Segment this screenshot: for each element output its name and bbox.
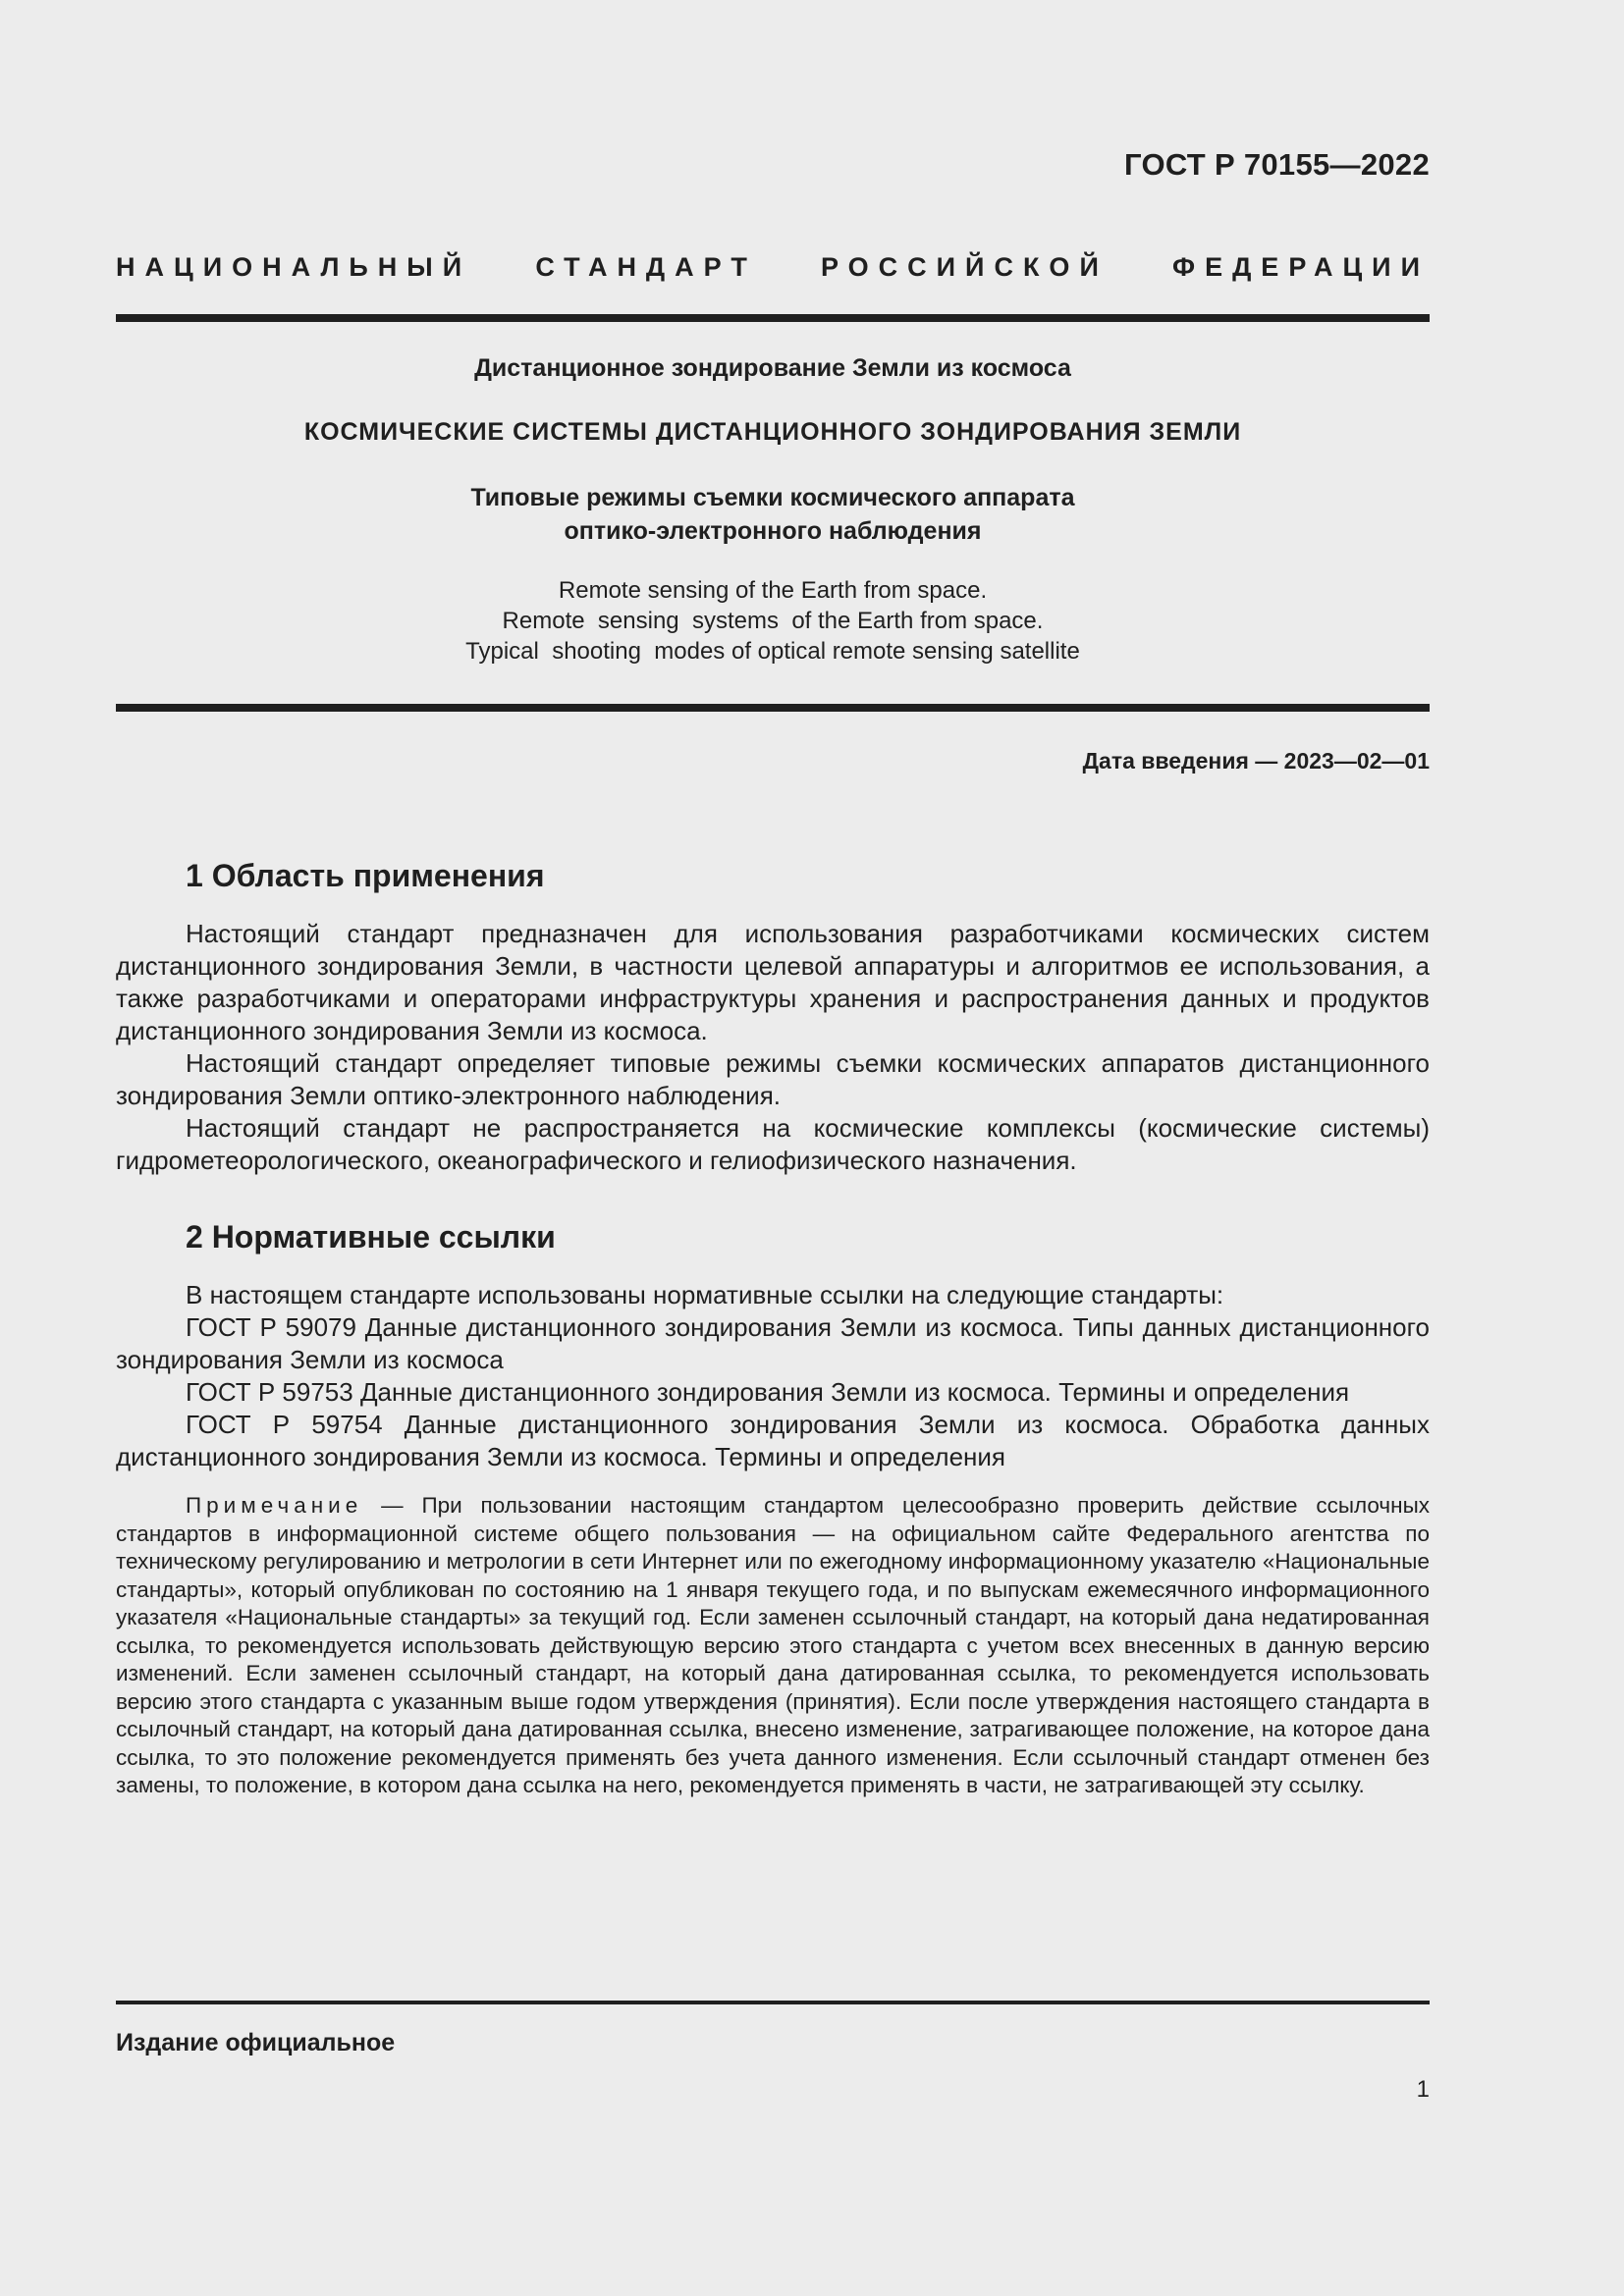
section-1-paragraph-1: Настоящий стандарт предназначен для использования разработчиками космических систем дистанционного зондирования Земли, в частности целевой аппаратуры и алгоритмов ее использования, а также разработчиками и операторами инфраструктуры хранения и распространения данных и продуктов дистанционного зондирования Земли из космоса. — [116, 919, 1430, 1045]
title-line-1: Дистанционное зондирование Земли из космоса — [474, 354, 1071, 382]
national-standard-header: НАЦИОНАЛЬНЫЙ СТАНДАРТ РОССИЙСКОЙ ФЕДЕРАЦИИ — [116, 252, 1430, 282]
title-line-3a: Типовые режимы съемки космического аппарата — [470, 484, 1075, 511]
note-label: Примечание — [186, 1493, 363, 1518]
header-rule-bottom — [116, 704, 1430, 712]
section-1-title: 1 Область применения — [186, 858, 545, 893]
page-number: 1 — [1416, 2076, 1430, 2103]
introduction-date: Дата введения — 2023—02—01 — [1082, 748, 1430, 774]
section-1-paragraph-3: Настоящий стандарт не распространяется на космические комплексы (космические системы) гидрометеорологического, океанографического и гелиофизического назначения. — [116, 1113, 1430, 1175]
title-line-2: КОСМИЧЕСКИЕ СИСТЕМЫ ДИСТАНЦИОННОГО ЗОНДИРОВАНИЯ ЗЕМЛИ — [303, 418, 1242, 446]
reference-gost-59079: ГОСТ Р 59079 Данные дистанционного зондирования Земли из космоса. Типы данных дистанционного зондирования Земли из космоса — [116, 1312, 1430, 1374]
section-2-note — [116, 1492, 1430, 1800]
reference-gost-59754: ГОСТ Р 59754 Данные дистанционного зондирования Земли из космоса. Обработка данных дистанционного зондирования Земли из космоса. Термины и определения — [116, 1410, 1430, 1471]
section-2-paragraph-1: В настоящем стандарте использованы нормативные ссылки на следующие стандарты: — [186, 1280, 1224, 1309]
footer-rule — [116, 2001, 1430, 2004]
note-paragraph — [116, 1492, 1430, 1800]
english-title-line-2: Remote sensing systems of the Earth from space. — [502, 608, 1044, 634]
title-line-3b: оптико-электронного наблюдения — [564, 517, 982, 545]
section-1-paragraph-2: Настоящий стандарт определяет типовые режимы съемки космических аппаратов дистанционного зондирования Земли оптико-электронного наблюдения. — [116, 1048, 1430, 1110]
document-number: ГОСТ Р 70155—2022 — [1124, 147, 1430, 182]
section-2-title: 2 Нормативные ссылки — [186, 1219, 556, 1255]
note-body: — При пользовании настоящим стандартом целесообразно проверить действие ссылочных стандартов в информационной системе общего пользования — на официальном сайте Федерального агентства по техническому регулированию и метрологии в сети Интернет или по ежегодному информационному указателю «Национальные стандарты», который опубликован по состоянию на 1 января текущего года, и по выпускам ежемесячного информационного указателя «Национальные стандарты» за текущий год. Если заменен ссылочный стандарт, на который дана недатированная ссылка, то рекомендуется использовать действующую версию этого стандарта с учетом всех внесенных в данную версию изменений. Если заменен ссылочный стандарт, на который дана датированная ссылка, то рекомендуется использовать версию этого стандарта с указанным выше годом утверждения (принятия). Если после утверждения настоящего стандарта в ссылочный стандарт, на который дана датированная ссылка, внесено изменение, затрагивающее положение, на которое дана ссылка, то это положение рекомендуется применять без учета данного изменения. Если ссылочный стандарт отменен без замены, то положение, в котором дана ссылка на него, рекомендуется применять в части, не затрагивающей эту ссылку. — [116, 1493, 1430, 1797]
english-title-line-3: Typical shooting modes of optical remote sensing satellite — [465, 638, 1080, 665]
section-2-body — [116, 1279, 1430, 1473]
english-title-line-1: Remote sensing of the Earth from space. — [558, 577, 988, 604]
section-1-body — [116, 918, 1430, 1177]
english-title — [116, 575, 1430, 667]
header-rule-top — [116, 314, 1430, 322]
reference-gost-59753: ГОСТ Р 59753 Данные дистанционного зондирования Земли из космоса. Термины и определения — [186, 1377, 1350, 1407]
official-edition-label: Издание официальное — [116, 2029, 396, 2056]
title-line-3 — [116, 481, 1430, 548]
